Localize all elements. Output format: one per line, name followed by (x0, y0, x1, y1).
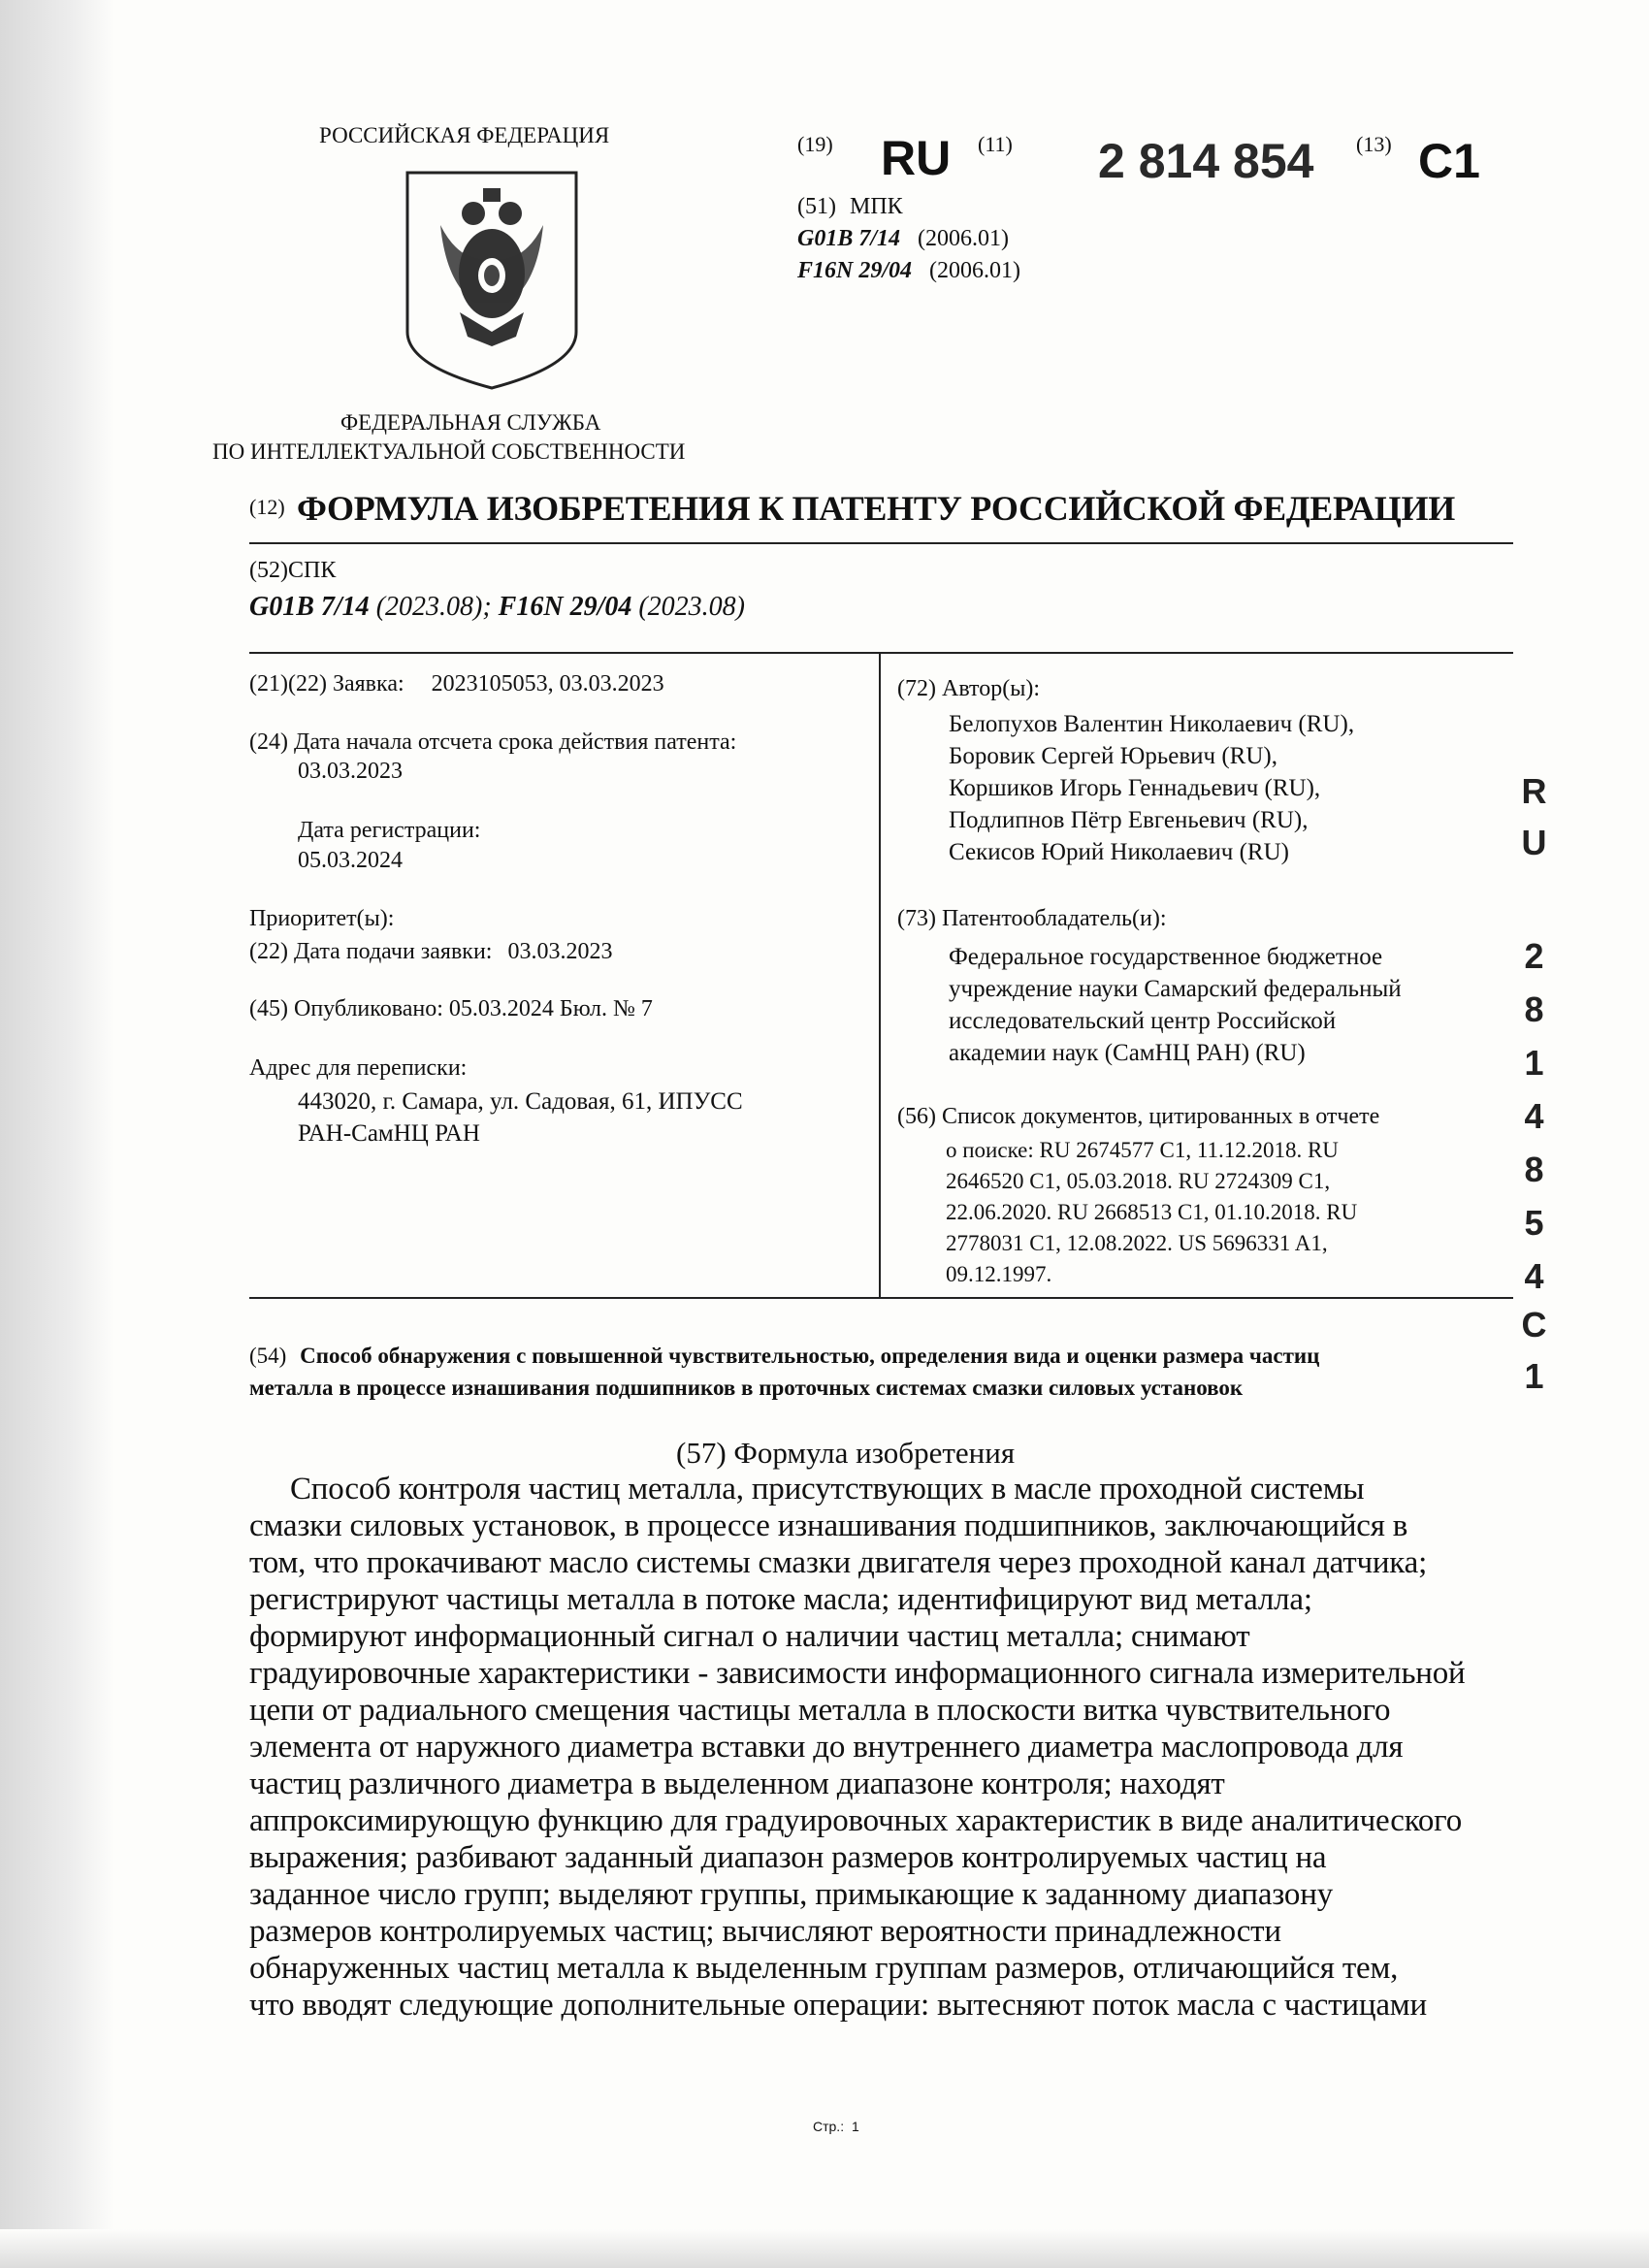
term-start-value: 03.03.2023 (298, 759, 403, 784)
cpc-label-row (249, 558, 336, 584)
application-value: 2023105053, 03.03.2023 (431, 671, 664, 697)
side-country-code: RU (1514, 771, 1554, 874)
ipc-version: (2006.01) (929, 258, 1020, 283)
inid-code-12: (12) (249, 495, 285, 519)
claim-line: размеров контролируемых частиц; вычисляют вероятности принадлежности (249, 1914, 1281, 1949)
holder-label: Патентообладатель(и): (941, 906, 1167, 931)
document-title: ФОРМУЛА ИЗОБРЕТЕНИЯ К ПАТЕНТУ РОССИЙСКОЙ ФЕДЕРАЦИИ (297, 489, 1455, 528)
references-label: Список документов, цитированных в отчете (941, 1104, 1380, 1129)
ipc-class: G01B 7/14 (797, 226, 901, 251)
inid-code-19: (19) (797, 132, 833, 156)
holder-line: академии наук (СамНЦ РАН) (RU) (949, 1040, 1306, 1066)
invention-title-line2: металла в процессе изнашивания подшипников в проточных системах смазки силовых установок (249, 1376, 1244, 1400)
agency-name-line2: ПО ИНТЕЛЛЕКТУАЛЬНОЙ СОБСТВЕННОСТИ (212, 439, 686, 464)
column-divider (879, 654, 881, 1297)
inid-code-22: (22) (249, 939, 288, 964)
ipc-label: МПК (849, 194, 903, 219)
publication-row (249, 996, 653, 1022)
authors-heading (897, 676, 1040, 702)
author-name: Секисов Юрий Николаевич (RU) (949, 839, 1289, 865)
inid-code-45: (45) (249, 996, 288, 1021)
reference-line: 2646520 C1, 05.03.2018. RU 2724309 C1, (946, 1169, 1331, 1193)
ipc-class: F16N 29/04 (797, 258, 913, 283)
kind-code: C1 (1418, 134, 1480, 188)
inid-code-11: (11) (978, 132, 1013, 156)
application-row (249, 671, 664, 697)
author-name: Белопухов Валентин Николаевич (RU), (949, 711, 1355, 737)
country-code: RU (881, 131, 952, 185)
divider (249, 1297, 1513, 1299)
references-heading (897, 1104, 1379, 1130)
claim-line: том, что прокачивают масло системы смазки двигателя через проходной канал датчика; (249, 1545, 1428, 1580)
authors-list (949, 708, 1354, 868)
author-name: Боровик Сергей Юрьевич (RU), (949, 743, 1277, 769)
claim-line: регистрируют частицы металла в потоке масла; идентифицируют вид металла; (249, 1582, 1312, 1617)
filing-date-label: Дата подачи заявки: (293, 939, 493, 964)
inid-code-73: (73) (897, 906, 936, 931)
address-line: РАН-СамНЦ РАН (298, 1120, 480, 1147)
publication-value: 05.03.2024 Бюл. № 7 (448, 996, 653, 1021)
inid-code-51 (797, 194, 903, 220)
inid-code-13: (13) (1356, 132, 1392, 156)
term-start-label: Дата начала отсчета срока действия патента: (293, 729, 737, 755)
cpc-version: (2023.08); (369, 592, 499, 622)
claim-line: что вводят следующие дополнительные операции: вытесняют поток масла с частицами (249, 1988, 1427, 2023)
claims-heading: (57) Формула изобретения (676, 1436, 1016, 1470)
divider (249, 542, 1513, 544)
inid-code-52: (52) (249, 558, 288, 583)
claim-line: частиц различного диаметра в выделенном диапазоне контроля; находят (249, 1766, 1225, 1801)
holder-heading (897, 906, 1167, 932)
inid-code-21-22: (21)(22) (249, 671, 327, 697)
ipc-version: (2006.01) (918, 226, 1009, 251)
claim-line: формируют информационный сигнал о наличии частиц металла; снимают (249, 1619, 1250, 1654)
claim-line: цепи от радиального смещения частицы металла в плоскости витка чувствительного (249, 1693, 1391, 1728)
inid-code-54: (54) (249, 1344, 287, 1368)
patent-number: 2 814 854 (1098, 134, 1314, 188)
term-start-row (249, 729, 736, 756)
claim-line: смазки силовых установок, в процессе изнашивания подшипников, заключающийся в (249, 1508, 1408, 1543)
author-name: Коршиков Игорь Геннадьевич (RU), (949, 775, 1321, 801)
invention-title-line1 (249, 1344, 1319, 1369)
page-label: Стр.: (813, 2119, 845, 2134)
address-line: 443020, г. Самара, ул. Садовая, 61, ИПУСС (298, 1088, 743, 1115)
claim-line: заданное число групп; выделяют группы, примыкающие к заданному диапазону (249, 1877, 1333, 1912)
inid-code-56: (56) (897, 1104, 936, 1129)
cpc-class: F16N 29/04 (498, 592, 632, 622)
claim-line: градуировочные характеристики - зависимости информационного сигнала измерительной (249, 1656, 1466, 1691)
cpc-version: (2023.08) (631, 592, 746, 622)
claims-body (249, 1471, 1520, 2024)
inid-code-24: (24) (249, 729, 288, 755)
publication-label: Опубликовано: (293, 996, 443, 1021)
application-label: Заявка: (332, 671, 404, 697)
registration-value: 05.03.2024 (298, 848, 403, 873)
holder-line: учреждение науки Самарский федеральный (949, 976, 1402, 1002)
registration-label: Дата регистрации: (298, 818, 481, 843)
claim-line: Способ контроля частиц металла, присутствующих в масле проходной системы (290, 1472, 1365, 1507)
claim-line: выражения; разбивают заданный диапазон размеров контролируемых частиц на (249, 1840, 1327, 1875)
scan-left-shadow (0, 0, 114, 2268)
country-name: РОССИЙСКАЯ ФЕДЕРАЦИЯ (319, 123, 610, 147)
ipc-entry (797, 258, 1020, 284)
patent-holder (949, 941, 1402, 1069)
cpc-value (249, 592, 745, 623)
invention-title-text: Способ обнаружения с повышенной чувствительностью, определения вида и оценки размера частиц (300, 1344, 1320, 1368)
claim-line: обнаруженных частиц металла к выделенным группам размеров, отличающийся тем, (249, 1951, 1399, 1986)
priority-label: Приоритет(ы): (249, 906, 395, 931)
claim-line: элемента от наружного диаметра вставки до внутреннего диаметра маслопровода для (249, 1730, 1404, 1765)
reference-line: 2778031 C1, 12.08.2022. US 5696331 A1, (946, 1231, 1328, 1255)
filing-date-value: 03.03.2023 (507, 939, 613, 964)
authors-label: Автор(ы): (941, 676, 1040, 701)
cpc-class: G01B 7/14 (249, 592, 370, 622)
reference-line: 22.06.2020. RU 2668513 C1, 01.10.2018. RU (946, 1200, 1358, 1224)
filing-date-row (249, 939, 612, 965)
agency-name-line1: ФЕДЕРАЛЬНАЯ СЛУЖБА (340, 410, 601, 435)
page-number (813, 2119, 859, 2134)
scan-bottom-shadow (0, 2229, 1649, 2268)
coat-of-arms-emblem (402, 167, 582, 392)
page-number-value: 1 (851, 2119, 859, 2134)
holder-line: исследовательский центр Российской (949, 1008, 1337, 1034)
side-patent-number: 2814854 (1514, 936, 1554, 1310)
reference-line: 09.12.1997. (946, 1262, 1052, 1286)
ipc-entry (797, 226, 1009, 252)
holder-line: Федеральное государственное бюджетное (949, 944, 1383, 970)
cpc-label: СПК (287, 558, 337, 583)
inid-code-72: (72) (897, 676, 936, 701)
address-label: Адрес для переписки: (249, 1055, 468, 1081)
divider (249, 652, 1513, 654)
claim-line: аппроксимирующую функцию для градуировочных характеристик в виде аналитического (249, 1803, 1462, 1838)
references-list (946, 1135, 1357, 1290)
reference-line: о поиске: RU 2674577 C1, 11.12.2018. RU (946, 1138, 1339, 1162)
author-name: Подлипнов Пётр Евгеньевич (RU), (949, 807, 1309, 833)
inid-code-51-num: (51) (797, 194, 836, 219)
side-kind-code: C1 (1514, 1305, 1554, 1408)
